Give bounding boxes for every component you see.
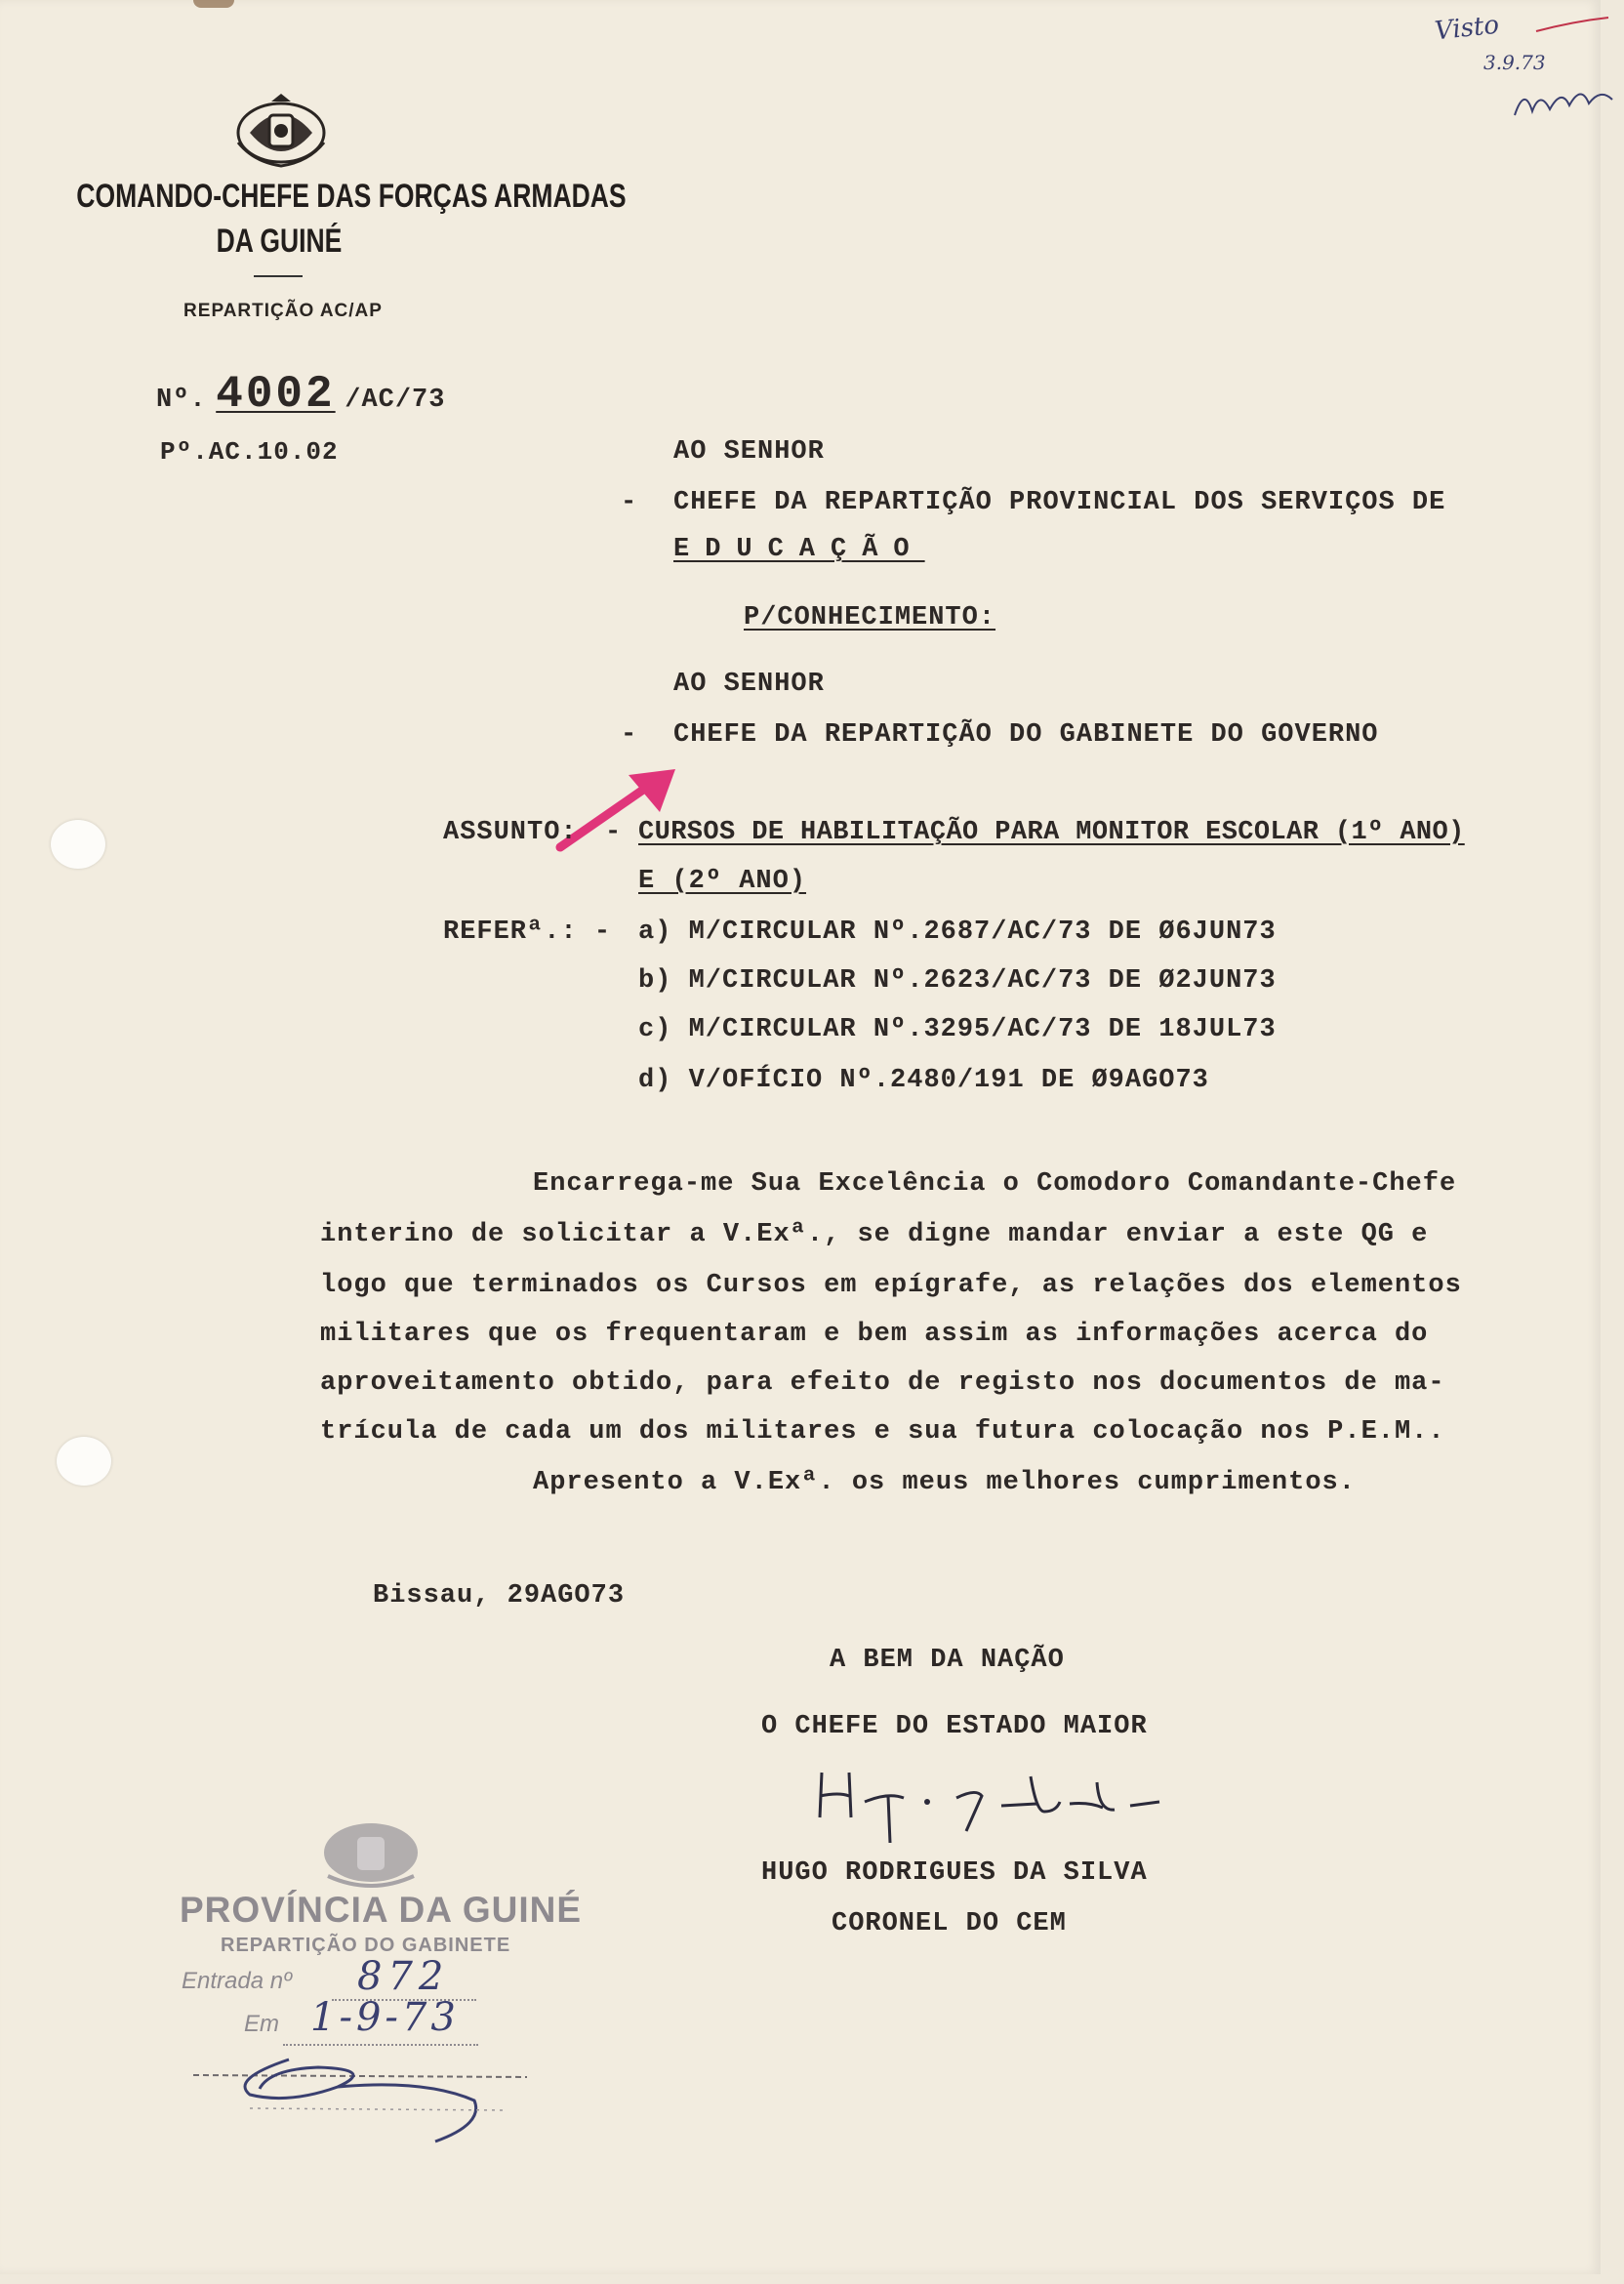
- dash-1: -: [621, 488, 638, 517]
- annotation-date: 3.9.73: [1483, 51, 1546, 74]
- body-line-1: Encarrega-me Sua Excelência o Comodoro Comandante-Chefe: [533, 1169, 1457, 1199]
- punch-hole-top: [51, 820, 105, 869]
- reference-value: 4002: [216, 369, 336, 420]
- subject-line-1: CURSOS DE HABILITAÇÃO PARA MONITOR ESCOLAR (1º ANO): [638, 818, 1465, 847]
- reference-prefix: Nº.: [156, 386, 207, 415]
- organization-region: DA GUINÉ: [216, 223, 343, 260]
- stamp-initials-icon: [191, 2040, 533, 2147]
- reference-item-d: d) V/OFÍCIO Nº.2480/191 DE Ø9AGO73: [638, 1066, 1209, 1095]
- stamp-province: PROVÍNCIA DA GUINÉ: [180, 1890, 583, 1930]
- annotation-arrow-icon: [1534, 14, 1612, 37]
- organization-name: COMANDO-CHEFE DAS FORÇAS ARMADAS: [76, 178, 627, 215]
- place-date: Bissau, 29AGO73: [373, 1581, 626, 1611]
- copy-label: P/CONHECIMENTO:: [744, 603, 996, 632]
- stamp-date-label: Em: [244, 2011, 279, 2037]
- references-label: REFERª.: -: [443, 918, 612, 947]
- stamp-date-value: 1-9-73: [310, 1995, 460, 2040]
- reference-item-a: a) M/CIRCULAR Nº.2687/AC/73 DE Ø6JUN73: [638, 918, 1277, 947]
- stamp-entry-label: Entrada nº: [182, 1968, 292, 1994]
- reference-item-b: b) M/CIRCULAR Nº.2623/AC/73 DE Ø2JUN73: [638, 966, 1277, 996]
- punch-hole-bottom: [57, 1437, 111, 1486]
- salutation-2: AO SENHOR: [673, 670, 825, 699]
- recipient-2: CHEFE DA REPARTIÇÃO DO GABINETE DO GOVERNO: [673, 720, 1379, 750]
- body-line-6: trícula de cada um dos militares e sua futura colocação nos P.E.M..: [320, 1417, 1445, 1447]
- dash-2: -: [621, 720, 638, 750]
- coat-of-arms-icon: [234, 94, 328, 168]
- annotation-visto: Visto: [1433, 10, 1501, 47]
- salutation-1: AO SENHOR: [673, 437, 825, 467]
- reference-number: [156, 369, 445, 420]
- stamp-entry-number: 872: [357, 1954, 450, 1999]
- body-line-3: logo que terminados os Cursos em epígrafe, as relações dos elementos: [320, 1271, 1462, 1300]
- reference-item-c: c) M/CIRCULAR Nº.3295/AC/73 DE 18JUL73: [638, 1015, 1277, 1044]
- recipient-1-line1: CHEFE DA REPARTIÇÃO PROVINCIAL DOS SERVIÇOS DE: [673, 488, 1446, 517]
- stamp-emblem-icon: [320, 1817, 422, 1892]
- annotation-initials-icon: [1511, 76, 1618, 125]
- signatory-title: O CHEFE DO ESTADO MAIOR: [761, 1712, 1148, 1741]
- signatory-rank: CORONEL DO CEM: [832, 1909, 1067, 1938]
- subject-label: ASSUNTO:: [443, 818, 578, 847]
- body-line-4: militares que os frequentaram e bem assim as informações acerca do: [320, 1320, 1429, 1349]
- signatory-name: HUGO RODRIGUES DA SILVA: [761, 1858, 1148, 1888]
- body-line-7: Apresento a V.Exª. os meus melhores cumprimentos.: [533, 1468, 1356, 1497]
- subject-line-2: E (2º ANO): [638, 867, 807, 896]
- recipient-1-line2: EDUCAÇÃO: [673, 535, 925, 564]
- body-line-5: aproveitamento obtido, para efeito de registo nos documentos de ma-: [320, 1368, 1445, 1398]
- subject-dash: -: [605, 818, 623, 847]
- body-line-2: interino de solicitar a V.Exª., se digne mandar enviar a este QG e: [320, 1220, 1429, 1249]
- signature-icon: [810, 1763, 1191, 1847]
- paper-speck: [193, 0, 234, 8]
- stamp-department: REPARTIÇÃO DO GABINETE: [221, 1935, 511, 1956]
- reference-suffix: /AC/73: [345, 386, 446, 415]
- header-divider: [254, 275, 303, 277]
- process-number: Pº.AC.10.02: [160, 437, 339, 467]
- closing-formula: A BEM DA NAÇÃO: [830, 1646, 1065, 1675]
- department-label: REPARTIÇÃO AC/AP: [183, 301, 383, 321]
